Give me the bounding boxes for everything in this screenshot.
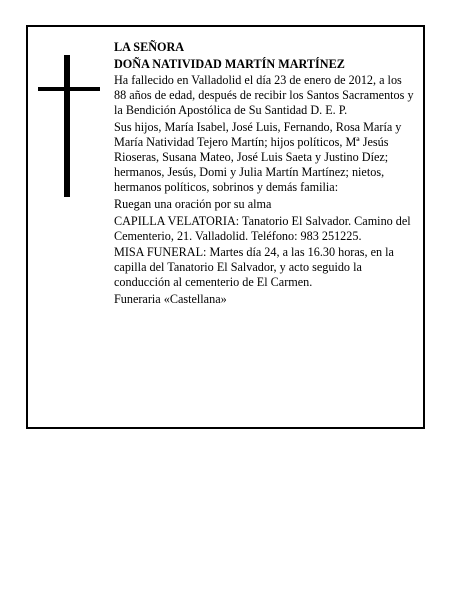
family-list: Sus hijos, María Isabel, José Luis, Fernando, Rosa María y María Natividad Tejero Martín; hijos políticos, Mª Jesús Rioseras, Susana Mateo, José Luis Saeta y Justino Díez; hermanos, Jesús, Domi y Julia Martín Martínez; nietos, hermanos políticos, sobrinos y demás familia: [114,119,402,195]
prayer-request: Ruegan una oración por su alma [114,196,272,211]
funeral-home: Funeraria «Castellana» [114,292,227,306]
cross-horizontal-bar [38,87,100,91]
funeral-mass-info: MISA FUNERAL: Martes día 24, a las 16.30 horas, en la capilla del Tanatorio El Salvador, y acto seguido la conducción al cementerio de El Carmen. [114,245,394,290]
death-announcement: Ha fallecido en Valladolid el día 23 de enero de 2012, a los 88 años de edad, después de recibir los Santos Sacramentos y la Bendición Apostólica de Su Santidad D. E. P. [114,73,414,118]
cross-icon [38,55,100,197]
chapel-info: CAPILLA VELATORIA: Tanatorio El Salvador. Camino del Cementerio, 21. Valladolid. Teléfono: 983 251225. [114,213,411,243]
obituary-text [114,40,416,309]
cross-vertical-bar [64,55,70,197]
notice-title: LA SEÑORA [114,40,185,54]
deceased-name: DOÑA NATIVIDAD MARTÍN MARTÍNEZ [114,56,345,71]
